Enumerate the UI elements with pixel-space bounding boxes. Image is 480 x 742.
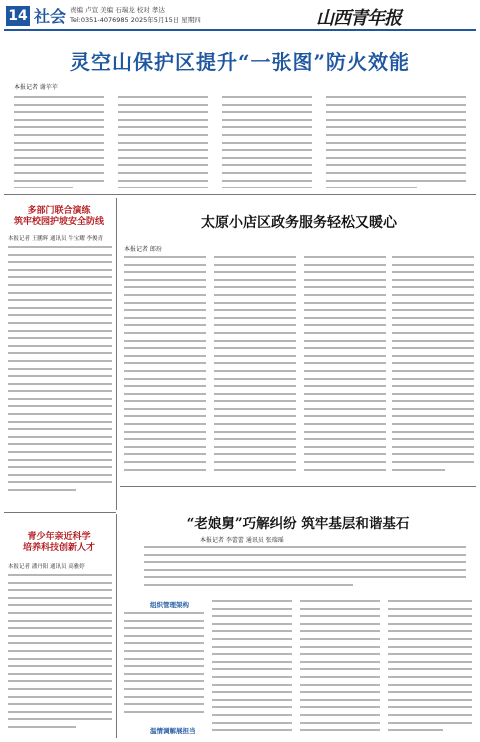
- bottom-body-col-1: [124, 612, 204, 718]
- left-top-byline: 本报记者 王鹏辉 通讯员 牛宝耀 李俊青: [8, 236, 103, 242]
- divider-center: [120, 486, 476, 487]
- bottom-byline: 本报记者 李蕾蕾 通讯员 张瑞瑶: [200, 537, 284, 544]
- bottom-body-col-4: [388, 600, 472, 734]
- main-byline: 本报记者 谢苹苹: [14, 84, 58, 91]
- masthead: [0, 0, 480, 30]
- main-body-col-2: [118, 96, 208, 188]
- main-body-col-3: [222, 96, 312, 188]
- main-headline: 灵空山保护区提升“一张图”防火效能: [69, 50, 410, 74]
- left-bottom-byline: 本报记者 潘丹阳 通讯员 高雅婷: [8, 564, 85, 570]
- main-body-col-1: [14, 96, 104, 188]
- center-byline: 本报记者 郎玢: [124, 246, 162, 253]
- bottom-body-col-2: [212, 600, 292, 734]
- vertical-divider-left-bottom: [116, 514, 117, 738]
- center-body-col-4: [392, 256, 474, 478]
- left-top-body: [8, 246, 112, 494]
- left-top-headline: 多部门联合演练 筑牢校园护坡安全防线: [13, 206, 104, 227]
- vertical-divider-left: [116, 198, 117, 510]
- center-body-col-3: [304, 256, 386, 478]
- divider-left-bottom: [4, 512, 116, 513]
- contact-date: Tel:0351-4076985 2025年5月15日 星期四: [70, 16, 201, 24]
- bottom-body-col-3: [300, 600, 380, 734]
- editor-credits: 责编 卢宣 美编 石瑞龙 校对 孝达: [70, 6, 165, 14]
- section-title: 社会: [34, 7, 67, 26]
- masthead-rule: [4, 29, 476, 31]
- bottom-headline: “老娘舅”巧解纠纷 筑牢基层和谐基石: [186, 516, 410, 532]
- center-body-col-1: [124, 256, 206, 478]
- bottom-subheading-2: 温情调解展担当: [150, 727, 196, 735]
- center-headline: 太原小店区政务服务轻松又暖心: [201, 215, 397, 231]
- bottom-lead: [144, 546, 466, 592]
- main-body-col-4: [326, 96, 466, 188]
- center-body-col-2: [214, 256, 296, 478]
- left-bottom-body: [8, 574, 112, 734]
- left-bottom-headline: 青少年亲近科学 培养科技创新人才: [22, 532, 95, 553]
- bottom-subheading-1: 组织管理架构: [150, 601, 189, 609]
- newspaper-logo: 山西青年报: [316, 8, 401, 29]
- page-number: 14: [6, 6, 30, 26]
- divider-main: [4, 194, 476, 195]
